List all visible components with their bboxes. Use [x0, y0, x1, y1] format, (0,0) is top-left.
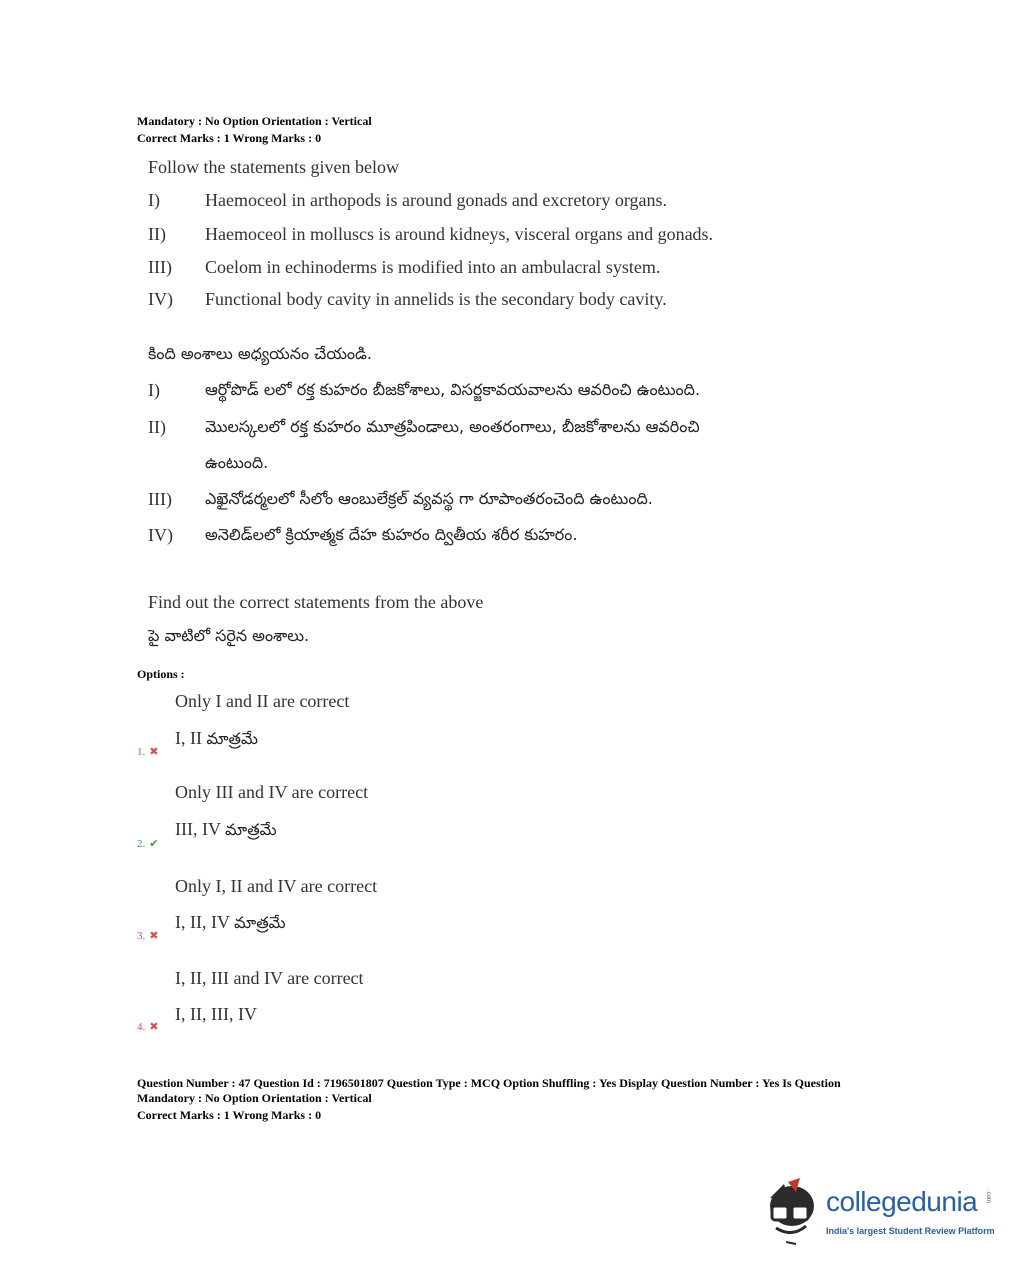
statement-text: Functional body cavity in annelids is the secondary body cavity.	[205, 289, 667, 309]
option-3-text-te	[175, 912, 286, 936]
statement-text: Haemoceol in arthopods is around gonads and excretory organs.	[205, 190, 668, 210]
next-question-meta: Question Number : 47 Question Id : 7196501807 Question Type : MCQ Option Shuffling : Yes Display Question Number : Yes Is Question	[137, 1076, 841, 1090]
statement-text: Coelom in echinoderms is modified into an ambulacral system.	[205, 257, 661, 277]
option-3-number[interactable]	[137, 929, 158, 942]
option-label-roman: I, II	[175, 728, 202, 748]
collegedunia-logo[interactable]	[766, 1176, 996, 1248]
statement-number: IV)	[148, 525, 173, 545]
logo-wordmark: collegedunia	[826, 1186, 978, 1217]
option-label-telugu: మాత్రమే	[206, 729, 258, 748]
cross-icon: ✖	[149, 930, 159, 942]
option-label-roman: III, IV	[175, 819, 221, 839]
question-ask-en: Find out the correct statements from the above	[148, 592, 484, 612]
statement-number: III)	[148, 489, 172, 509]
option-number: 4.	[137, 1021, 146, 1033]
mascot-icon	[766, 1176, 824, 1248]
option-number: 2.	[137, 838, 146, 850]
statement-text: అనెలిడ్‌లలో క్రియాత్మక దేహ కుహరం ద్వితీయ శరీర కుహరం.	[205, 525, 578, 544]
options-label: Options :	[137, 667, 185, 681]
option-2-text-te	[175, 819, 277, 843]
statement-number: IV)	[148, 289, 173, 309]
option-2-text-en: Only III and IV are correct	[175, 782, 369, 802]
option-4-number[interactable]	[137, 1020, 158, 1033]
option-3-text-en: Only I, II and IV are correct	[175, 876, 378, 896]
statement-number: I)	[148, 190, 160, 210]
statement-number: II)	[148, 417, 166, 437]
meta-marks: Correct Marks : 1 Wrong Marks : 0	[137, 131, 322, 145]
statement-text: Haemoceol in molluscs is around kidneys, visceral organs and gonads.	[205, 224, 714, 244]
option-label-telugu: మాత్రమే	[225, 820, 277, 839]
option-2-number[interactable]	[137, 837, 158, 850]
statement-number: III)	[148, 257, 172, 277]
option-4-text-en: I, II, III and IV are correct	[175, 968, 364, 988]
statement-text-continued: ఉంటుంది.	[205, 453, 269, 472]
statement-text: మొలస్కలలో రక్త కుహరం మూత్రపిండాలు, అంతరంగాలు, బీజకోశాలను ఆవరించి	[205, 417, 700, 436]
option-1-text-en: Only I and II are correct	[175, 691, 350, 711]
option-1-number[interactable]	[137, 745, 158, 758]
statement-text: ఎఖైనోడర్మలలో సీలోం ఆంబులేక్రల్ వ్యవస్థ గా రూపాంతరంచెంది ఉంటుంది.	[205, 489, 653, 508]
option-4-text-te: I, II, III, IV	[175, 1004, 257, 1024]
logo-tagline: India's largest Student Review Platform	[826, 1226, 995, 1236]
meta-orientation: Mandatory : No Option Orientation : Vertical	[137, 114, 372, 128]
check-icon: ✔	[149, 838, 159, 850]
next-question-marks: Correct Marks : 1 Wrong Marks : 0	[137, 1108, 322, 1122]
option-label-roman: I, II, IV	[175, 912, 230, 932]
question-intro-te: కింది అంశాలు అధ్యయనం చేయండి.	[148, 344, 372, 363]
statement-number: I)	[148, 380, 160, 400]
question-ask-te: పై వాటిలో సరైన అంశాలు.	[148, 626, 310, 645]
cross-icon: ✖	[149, 746, 159, 758]
option-number: 1.	[137, 746, 146, 758]
logo-domain-suffix: .com	[985, 1190, 991, 1204]
question-intro-en: Follow the statements given below	[148, 157, 399, 177]
next-question-orientation: Mandatory : No Option Orientation : Vertical	[137, 1091, 372, 1105]
cross-icon: ✖	[149, 1021, 159, 1033]
option-label-telugu: మాత్రమే	[234, 913, 286, 932]
option-number: 3.	[137, 930, 146, 942]
option-1-text-te	[175, 728, 258, 752]
statement-text: ఆర్థోపొడ్ లలో రక్త కుహరం బీజకోశాలు, విసర్జకావయవాలను ఆవరించి ఉంటుంది.	[205, 380, 701, 399]
statement-number: II)	[148, 224, 166, 244]
